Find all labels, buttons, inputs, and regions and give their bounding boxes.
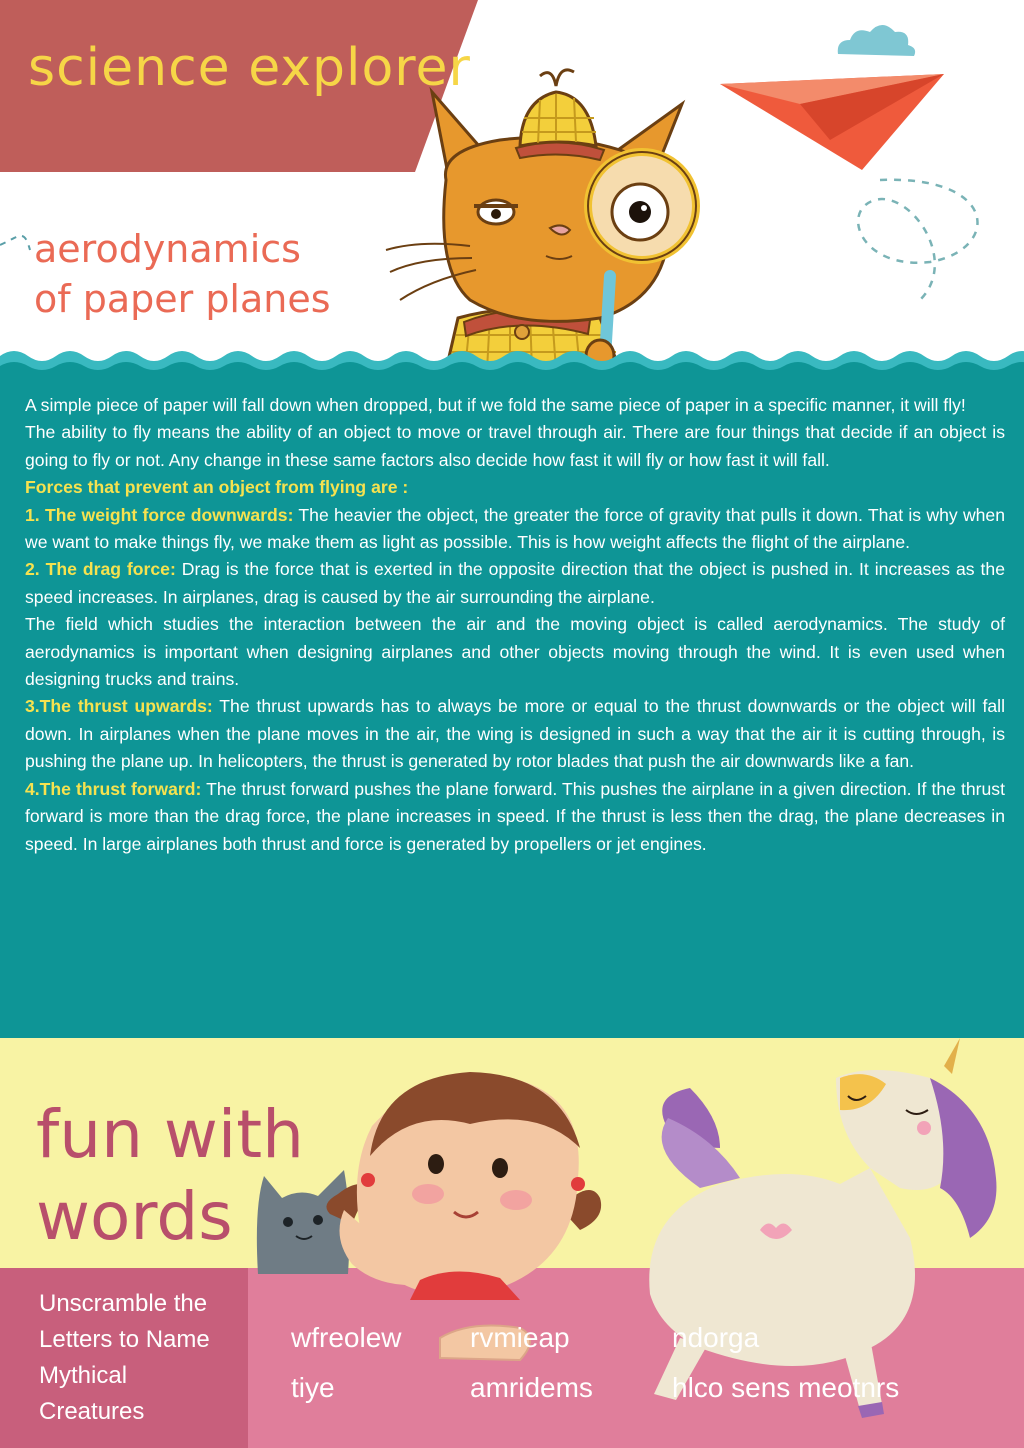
intro-paragraph-2: The ability to fly means the ability of an object to move or travel through air. There are four things that decide if an object is going to fly or not. Any change in these same factors also decide how fast it will fly or how fast it will fall. [25,422,1005,470]
force-4-text: The thrust forward pushes the plane forward. This pushes the airplane in a given direction. If the thrust forward is more than the drag force, the plane increases in speed. If the thrust is less then the drag, the plane decreases in speed. In large airplanes both thrust and force is generated by propellers or jet engines. [25,778,1005,854]
scrambled-word-6: hlco sens meotnrs [672,1372,900,1403]
cat-detective-illustration [386,70,696,370]
topic-title: aerodynamics of paper planes [34,227,331,321]
instructions-box [0,1268,248,1448]
force-1-paragraph [25,502,1005,557]
force-3-text: The thrust upwards has to always be more or equal to the thrust downwards or the object will fall down. In airplanes when the plane moves in the air, the wing is designed in such a way that the air it is cutting through, is pushing the plane up. In helicopters, the thrust is generated by rotor blades that push the air downwards like a fan. [25,696,1005,772]
scrambled-word-5: amridems [470,1372,593,1403]
paper-plane-icon [720,74,944,170]
force-3-paragraph [25,693,1005,775]
cloud-icon [838,25,915,56]
force-2-label: 2. The drag force: [25,559,176,580]
force-4-paragraph [25,776,1005,858]
forces-heading: Forces that prevent an object from flying are : [25,477,409,498]
article-body [25,392,1005,858]
fun-title: fun with words [36,1096,304,1255]
scrambled-word-1: wfreolew [291,1322,402,1353]
scrambled-word-3: ndorga [672,1322,760,1353]
instructions-text: Unscramble the Letters to Name Mythical Creatures [39,1290,210,1425]
scrambled-word-4: tiye [291,1372,335,1403]
girl-illustration [326,1072,601,1360]
force-2-text: Drag is the force that is exerted in the opposite direction that the object is pushed in. It increases as the speed increases. In airplanes, drag is caused by the air surrounding the airplane. [25,559,1006,607]
header-illustration [0,0,1024,370]
brand-title: science explorer [28,38,471,98]
fun-with-words-section [0,1038,1024,1448]
intro-paragraph-1: A simple piece of paper will fall down when dropped, but if we fold the same piece of paper in a specific manner, it will fly! [25,395,966,415]
unicorn-illustration [649,1038,996,1418]
grey-cat-illustration [257,1170,349,1274]
force-1-label: 1. The weight force downwards: [25,504,294,525]
scrambled-word-2: rvmieap [470,1322,570,1353]
force-4-label: 4.The thrust forward: [25,778,202,799]
force-2-paragraph [25,556,1005,611]
header [0,0,1024,370]
article-section [0,370,1024,1038]
force-1-text: The heavier the object, the greater the force of gravity that pulls it down. That is why when we want to make things fly, we make them as light as possible. This is how weight affects the flight of the airplane. [25,504,1005,553]
force-3-label: 3.The thrust upwards: [25,696,213,717]
aerodynamics-paragraph: The field which studies the interaction between the air and the moving object is called aerodynamics. The study of aerodynamics is important when designing airplanes and other objects moving through the wind. It is even used when designing trucks and trains. [25,614,1005,690]
